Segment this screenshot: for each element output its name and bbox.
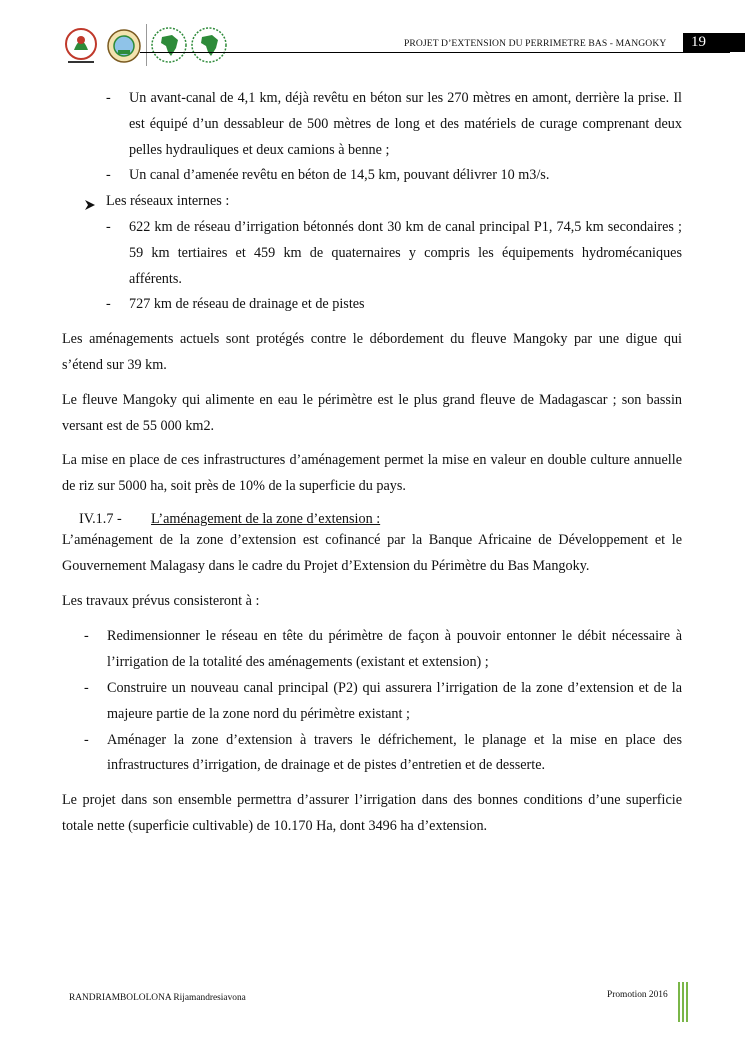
footer-promotion: Promotion 2016 xyxy=(607,990,668,1000)
footer-author: RANDRIAMBOLOLONA Rijamandresiavona xyxy=(69,993,246,1003)
page-header xyxy=(0,0,745,80)
dash-bullet: - xyxy=(84,628,89,645)
list-item xyxy=(62,189,682,215)
dash-bullet: - xyxy=(106,296,111,313)
list-item xyxy=(62,163,682,189)
institute-logo xyxy=(106,28,142,64)
section-number: IV.1.7 - xyxy=(79,510,122,527)
logo-divider xyxy=(146,24,147,66)
paragraph: La mise en place de ces infrastructures d’aménagement permet la mise en valeur en double culture annuelle de riz sur 5000 ha, soit près de 10% de la superficie du pays. xyxy=(62,452,682,495)
list-item xyxy=(62,676,682,728)
list-item-text: Construire un nouveau canal principal (P2) qui assurera l’irrigation de la zone d’extension et de la majeure partie de la zone nord du périmètre existant ; xyxy=(107,679,682,722)
afdb-logo-right xyxy=(190,26,228,64)
paragraph: Les travaux prévus consisteront à : xyxy=(62,592,260,609)
paragraph: Le projet dans son ensemble permettra d’assurer l’irrigation dans des bonnes conditions d’une superficie totale nette (superficie cultivable) de 10.170 Ha, dont 3496 ha d’extension. xyxy=(62,792,682,834)
list-item-text: Un avant-canal de 4,1 km, déjà revêtu en béton sur les 270 mètres en amont, derrière la prise. Il est équipé d’un dessableur de 500 mètres de long et des matériels de curage comprenant deux pelles hydrauliques et deux camions à benne ; xyxy=(129,90,682,158)
list-item xyxy=(62,215,682,292)
list-item xyxy=(62,86,682,163)
afdb-logo-left xyxy=(150,26,188,64)
paragraph: Le fleuve Mangoky qui alimente en eau le périmètre est le plus grand fleuve de Madagascar ; son bassin versant est de 55 000 km2. xyxy=(62,391,682,434)
header-title: PROJET D’EXTENSION DU PERRIMETRE BAS - MANGOKY xyxy=(404,38,667,49)
paragraph: Les aménagements actuels sont protégés contre le débordement du fleuve Mangoky par une digue qui s’étend sur 39 km. xyxy=(62,331,682,373)
dash-bullet: - xyxy=(84,679,89,696)
list-item-text: 622 km de réseau d’irrigation bétonnés dont 30 km de canal principal P1, 74,5 km secondaires ; 59 km tertiaires et 459 km de quaternaires y compris les équipements hydromécaniques afférents. xyxy=(129,218,682,287)
dash-bullet: - xyxy=(84,731,89,748)
dash-bullet: - xyxy=(106,218,111,235)
section-title: L’aménagement de la zone d’extension : xyxy=(151,510,381,527)
university-logo xyxy=(62,26,100,66)
header-rule xyxy=(140,52,730,53)
footer-decoration xyxy=(678,982,692,1022)
section-heading xyxy=(62,510,682,528)
list-item-text: Aménager la zone d’extension à travers le défrichement, le planage et la mise en place des infrastructures d’irrigation, de drainage et de pistes d’entretien et de desserte. xyxy=(107,731,682,774)
list-item-text: Un canal d’amenée revêtu en béton de 14,5 km, pouvant délivrer 10 m3/s. xyxy=(129,167,550,184)
list-item xyxy=(62,728,682,780)
list-item xyxy=(62,292,682,318)
list-item-text: Redimensionner le réseau en tête du périmètre de façon à pouvoir entonner le débit nécessaire à l’irrigation de la totalité des aménagements (existant et extension) ; xyxy=(107,628,682,671)
list-item-text: Les réseaux internes : xyxy=(106,193,230,210)
paragraph: L’aménagement de la zone d’extension est cofinancé par la Banque Africaine de Développement et le Gouvernement Malagasy dans le cadre du Projet d’Extension du Périmètre du Bas Mangoky. xyxy=(62,531,682,574)
page-body xyxy=(62,86,682,849)
list-item-text: 727 km de réseau de drainage et de pistes xyxy=(129,296,365,313)
dash-bullet: - xyxy=(106,167,111,184)
page-number: 19 xyxy=(683,33,745,52)
dash-bullet: - xyxy=(106,90,111,106)
list-item xyxy=(62,624,682,676)
